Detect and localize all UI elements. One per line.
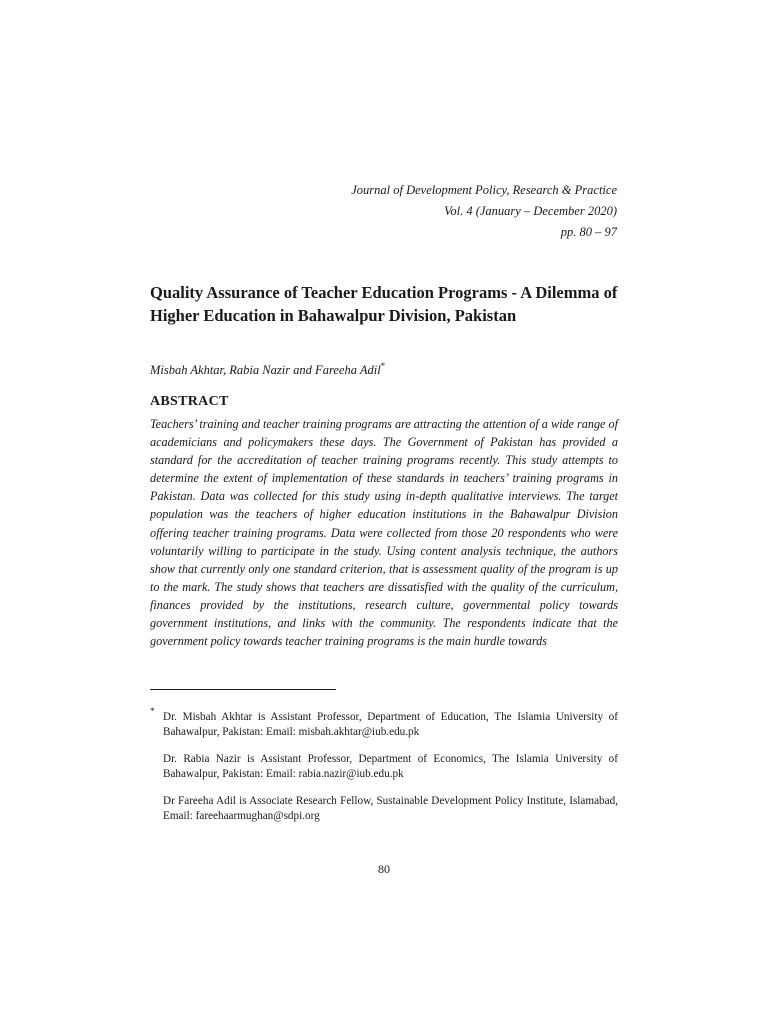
author-line [150,361,385,378]
footnote-divider [150,689,336,690]
journal-name: Journal of Development Policy, Research & Practice [351,183,617,197]
footnote-author-2: Dr. Rabia Nazir is Assistant Professor, Department of Economics, The Islamia University of Bahawalpur, Pakistan: Email: rabia.nazir@iub.edu.pk [163,753,618,780]
footnote-author-3: Dr Fareeha Adil is Associate Research Fellow, Sustainable Development Policy Institute, Islamabad, Email: fareehaarmughan@sdpi.org [163,795,618,822]
footnote-mark: * [150,706,155,716]
journal-header [351,180,617,243]
footnote-author-1: Dr. Misbah Akhtar is Assistant Professor, Department of Education, The Islamia University of Bahawalpur, Pakistan: Email: misbah.akhtar@iub.edu.pk [163,711,618,738]
journal-volume: Vol. 4 (January – December 2020) [444,204,617,218]
journal-pages: pp. 80 – 97 [560,225,617,239]
author-footnote-mark: * [380,361,386,371]
author-names: Misbah Akhtar, Rabia Nazir and Fareeha Adil [150,363,381,378]
abstract-heading: ABSTRACT [150,394,229,409]
page-number: 80 [378,862,390,876]
abstract-text: Teachers’ training and teacher training programs are attracting the attention of a wide range of academicians and policymakers these days. The Government of Pakistan has provided a standard for the accreditation of teacher training programs recently. This study attempts to determine the extent of implementation of these standards in teachers’ training programs in Pakistan. Data was collected for this study using in-depth qualitative interviews. The target population was the teachers of higher education institutions in the Bahawalpur Division offering teacher training programs. Data were collected from those 20 respondents who were voluntarily willing to participate in the study. Using content analysis technique, the authors show that currently only one standard criterion, that is assessment quality of the program is up to the mark. The study shows that teachers are dissatisfied with the quality of the curriculum, finances provided by the institutions, research culture, governmental policy towards government institutions, and links with the community. The respondents indicate that the government policy towards teacher training programs is the main hurdle towards [150,417,618,649]
article-title: Quality Assurance of Teacher Education Programs - A Dilemma of Higher Education in Bahawalpur Division, Pakistan [150,283,618,325]
